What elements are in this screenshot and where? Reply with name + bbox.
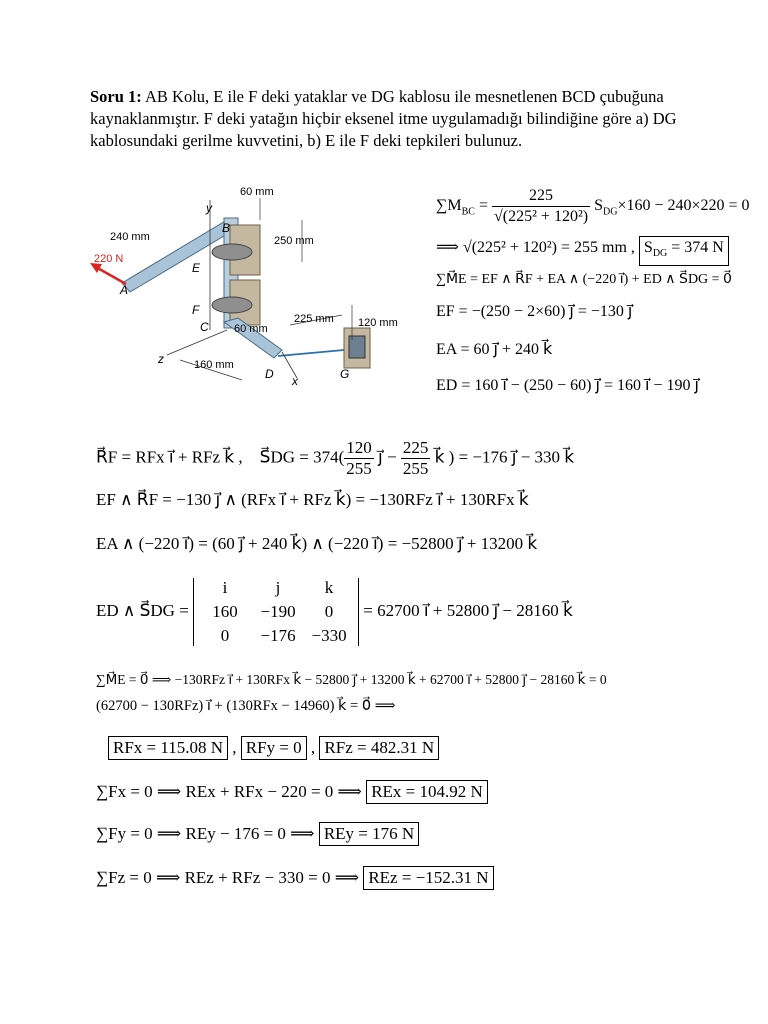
- force-220: 220 N: [94, 253, 124, 265]
- support-g-plate: [349, 336, 365, 358]
- result-rfz: RFz = 482.31 N: [319, 736, 439, 760]
- label-f: F: [192, 303, 200, 317]
- dim-240: 240 mm: [110, 231, 150, 243]
- label-z: z: [158, 352, 164, 366]
- eq-sdg-result: ⟹ √(225² + 120²) = 255 mm , $S_{DG} = 374$ N: [436, 236, 729, 266]
- question-text: AB Kolu, E ile F deki yataklar ve DG kablosu ile mesnetlenen BCD çubuğuna kaynaklanmıştır. F deki yatağın hiçbir eksenel itme uygulamadığı bilindiğine göre a) DG kablosundaki gerilme kuvvetini, b) E ile F deki tepkileri bulunuz.: [90, 87, 677, 150]
- question-block: [90, 86, 690, 152]
- result-rez: REz = −152.31 N: [363, 866, 493, 890]
- bearing-e-ring: [212, 244, 252, 260]
- eq-sum-moments: ∑M⃗E = 0⃗ ⟹ −130RFz i⃗ + 130RFx k⃗ − 52800 j⃗ + 13200 k⃗ + 62700 i⃗ + 52800 j⃗ − 28160 k⃗ = 0: [96, 672, 607, 687]
- label-c: C: [200, 320, 209, 334]
- determinant-matrix: i j k 160 −190 0 0 −176 −330: [193, 578, 359, 646]
- eq-sum-fx: ∑Fx = 0 ⟹ REx + RFx − 220 = 0 ⟹ REx = 104.92 N: [96, 780, 488, 804]
- label-x: x: [292, 374, 298, 388]
- dim-160: 160 mm: [194, 359, 234, 371]
- eq-sum-fy: ∑Fy = 0 ⟹ REy − 176 = 0 ⟹ REy = 176 N: [96, 822, 419, 846]
- result-rex: REx = 104.92 N: [366, 780, 488, 804]
- eq-sum-components: (62700 − 130RFz) i⃗ + (130RFx − 14960) k⃗ = 0⃗ ⟹: [96, 698, 396, 714]
- bearing-f-ring: [212, 297, 252, 313]
- question-label: Soru 1:: [90, 87, 142, 106]
- z-axis: [167, 330, 227, 355]
- eq-ea: EA = 60 j⃗ + 240 k⃗: [436, 341, 553, 358]
- dim-60-top: 60 mm: [240, 186, 274, 198]
- dim-120: 120 mm: [358, 317, 398, 329]
- eq-determinant: ED ∧ S⃗DG = i j k 160 −190 0 0 −176 −330 = 62700 i⃗ + 52800 j⃗ − 28160 k⃗: [96, 578, 573, 645]
- eq-rf-results: RFx = 115.08 N , RFy = 0 , RFz = 482.31 N: [108, 736, 439, 760]
- result-rey: REy = 176 N: [319, 822, 419, 846]
- label-a: A: [120, 283, 129, 297]
- result-rfy: RFy = 0: [241, 736, 307, 760]
- label-b: B: [222, 221, 231, 235]
- dim-250: 250 mm: [274, 235, 314, 247]
- cable-dg: [278, 350, 344, 356]
- label-e: E: [192, 261, 201, 275]
- dim-60-mid: 60 mm: [234, 323, 268, 335]
- eq-cross-ea: EA ∧ (−220 i⃗) = (60 j⃗ + 240 k⃗) ∧ (−220 i⃗) = −52800 j⃗ + 13200 k⃗: [96, 534, 538, 553]
- label-y: y: [206, 201, 212, 215]
- eq-moment-e: ∑M⃗E = EF ∧ R⃗F + EA ∧ (−220 i⃗) + ED ∧ S⃗DG = 0⃗: [436, 272, 732, 287]
- label-g: G: [340, 367, 350, 381]
- eq-ed: ED = 160 i⃗ − (250 − 60) j⃗ = 160 i⃗ − 190 j⃗: [436, 377, 699, 394]
- result-rfx: RFx = 115.08 N: [108, 736, 228, 760]
- label-d: D: [265, 367, 274, 381]
- eq-sum-fz: ∑Fz = 0 ⟹ REz + RFz − 330 = 0 ⟹ REz = −152.31 N: [96, 866, 494, 890]
- eq-moment-bc: $\sum M_{BC}$ = $\frac{225}{\text{√(225² + 120²)}}$ $S_{DG}\times 160 - 240\times 220 = 0$: [436, 187, 750, 225]
- dim-225: 225 mm: [294, 313, 334, 325]
- eq-ef: EF = −(250 − 2×60) j⃗ = −130 j⃗: [436, 303, 633, 320]
- eq-cross-ef: EF ∧ R⃗F = −130 j⃗ ∧ (RFx i⃗ + RFz k⃗) = −130RFz i⃗ + 130RFx k⃗: [96, 490, 529, 509]
- eq-rf-sdg: R⃗F = RFx i⃗ + RFz k⃗ , S⃗DG = 374( $\frac{120}{255}$ j⃗ − $\frac{225}{255}$ k⃗ ) = −176 j⃗ − 330 k⃗: [96, 438, 575, 478]
- mechanism-figure: [82, 180, 412, 410]
